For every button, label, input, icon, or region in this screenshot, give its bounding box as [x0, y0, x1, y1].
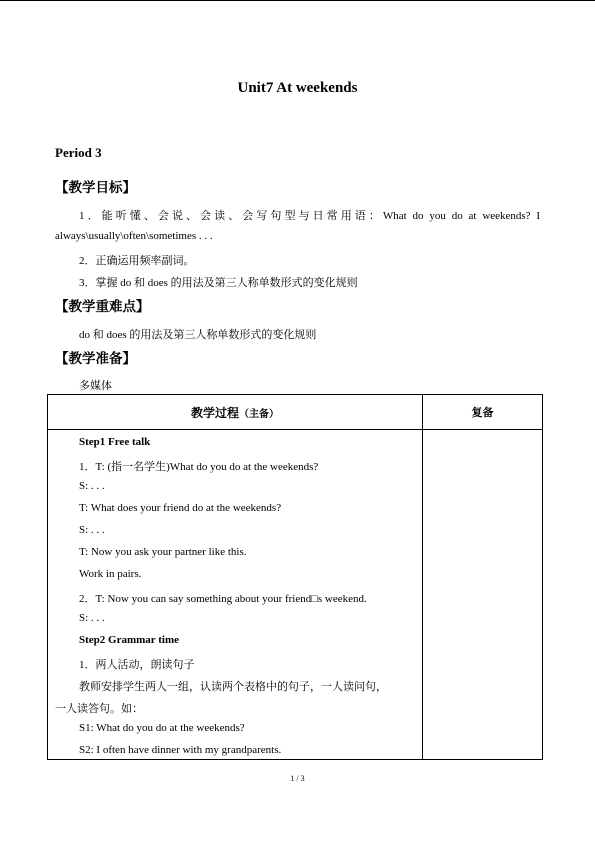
objective-1-word: do	[412, 210, 424, 222]
preparation-text: 多媒体	[79, 380, 112, 392]
review-notes-cell	[423, 430, 543, 760]
preparation-heading: 【教学准备】	[55, 351, 136, 366]
period-label: Period 3	[55, 145, 102, 160]
process-line: S: . . .	[79, 612, 105, 624]
process-line: 2．T: Now you can say something about your friend□s weekend.	[79, 593, 367, 605]
objective-1-line	[55, 207, 540, 223]
process-line: 一人读答句。如：	[55, 703, 143, 715]
process-line: S1: What do you do at the weekends?	[79, 722, 245, 734]
objective-1-word: do	[451, 210, 463, 222]
objective-1-prefix: 1．能听懂、会说、会读、会写句型与日常用语：What	[79, 210, 407, 222]
objective-1-word: weekends?	[482, 210, 531, 222]
table-header-side-label: 复备	[471, 407, 494, 419]
process-line: Work in pairs.	[79, 568, 142, 580]
table-header-main-label: 教学过程	[190, 405, 239, 420]
process-line: T: What does your friend do at the weekends?	[79, 502, 282, 514]
process-line: 教师安排学生两人一组，认读两个表格中的句子，一人读问句，	[79, 681, 387, 693]
objective-2: 2．正确运用频率副词。	[79, 255, 195, 267]
objective-1-word: at	[468, 210, 477, 222]
objective-1-continuation: always\usually\often\sometimes . . .	[55, 230, 213, 242]
process-line: T: Now you ask your partner like this.	[79, 546, 247, 558]
teaching-process-table	[47, 394, 543, 760]
process-line: 1．两人活动，朗读句子	[79, 659, 195, 671]
step-1-heading: Step1 Free talk	[79, 436, 151, 448]
process-line: S2: I often have dinner with my grandparents.	[79, 744, 282, 756]
teaching-process-cell	[48, 430, 423, 760]
objective-1-word: I	[536, 210, 541, 222]
process-line: 1．T: (指一名学生)What do you do at the weekends?	[79, 461, 319, 473]
process-line: S: . . .	[79, 480, 105, 492]
key-points-heading: 【教学重难点】	[55, 299, 150, 314]
table-header-main-note: （主备）	[239, 408, 279, 420]
objectives-heading: 【教学目标】	[55, 180, 136, 195]
page-title: Unit7 At weekends	[237, 80, 358, 96]
page-top-border	[0, 0, 595, 1]
table-header-side	[423, 395, 543, 430]
page-number: 1 / 3	[290, 774, 305, 783]
table-header-main	[48, 395, 423, 430]
key-points-text: do 和 does 的用法及第三人称单数形式的变化规则	[79, 329, 317, 341]
process-line: S: . . .	[79, 524, 105, 536]
objective-3: 3．掌握 do 和 does 的用法及第三人称单数形式的变化规则	[79, 277, 358, 289]
objective-1-word: you	[429, 210, 446, 222]
step-2-heading: Step2 Grammar time	[79, 634, 179, 646]
